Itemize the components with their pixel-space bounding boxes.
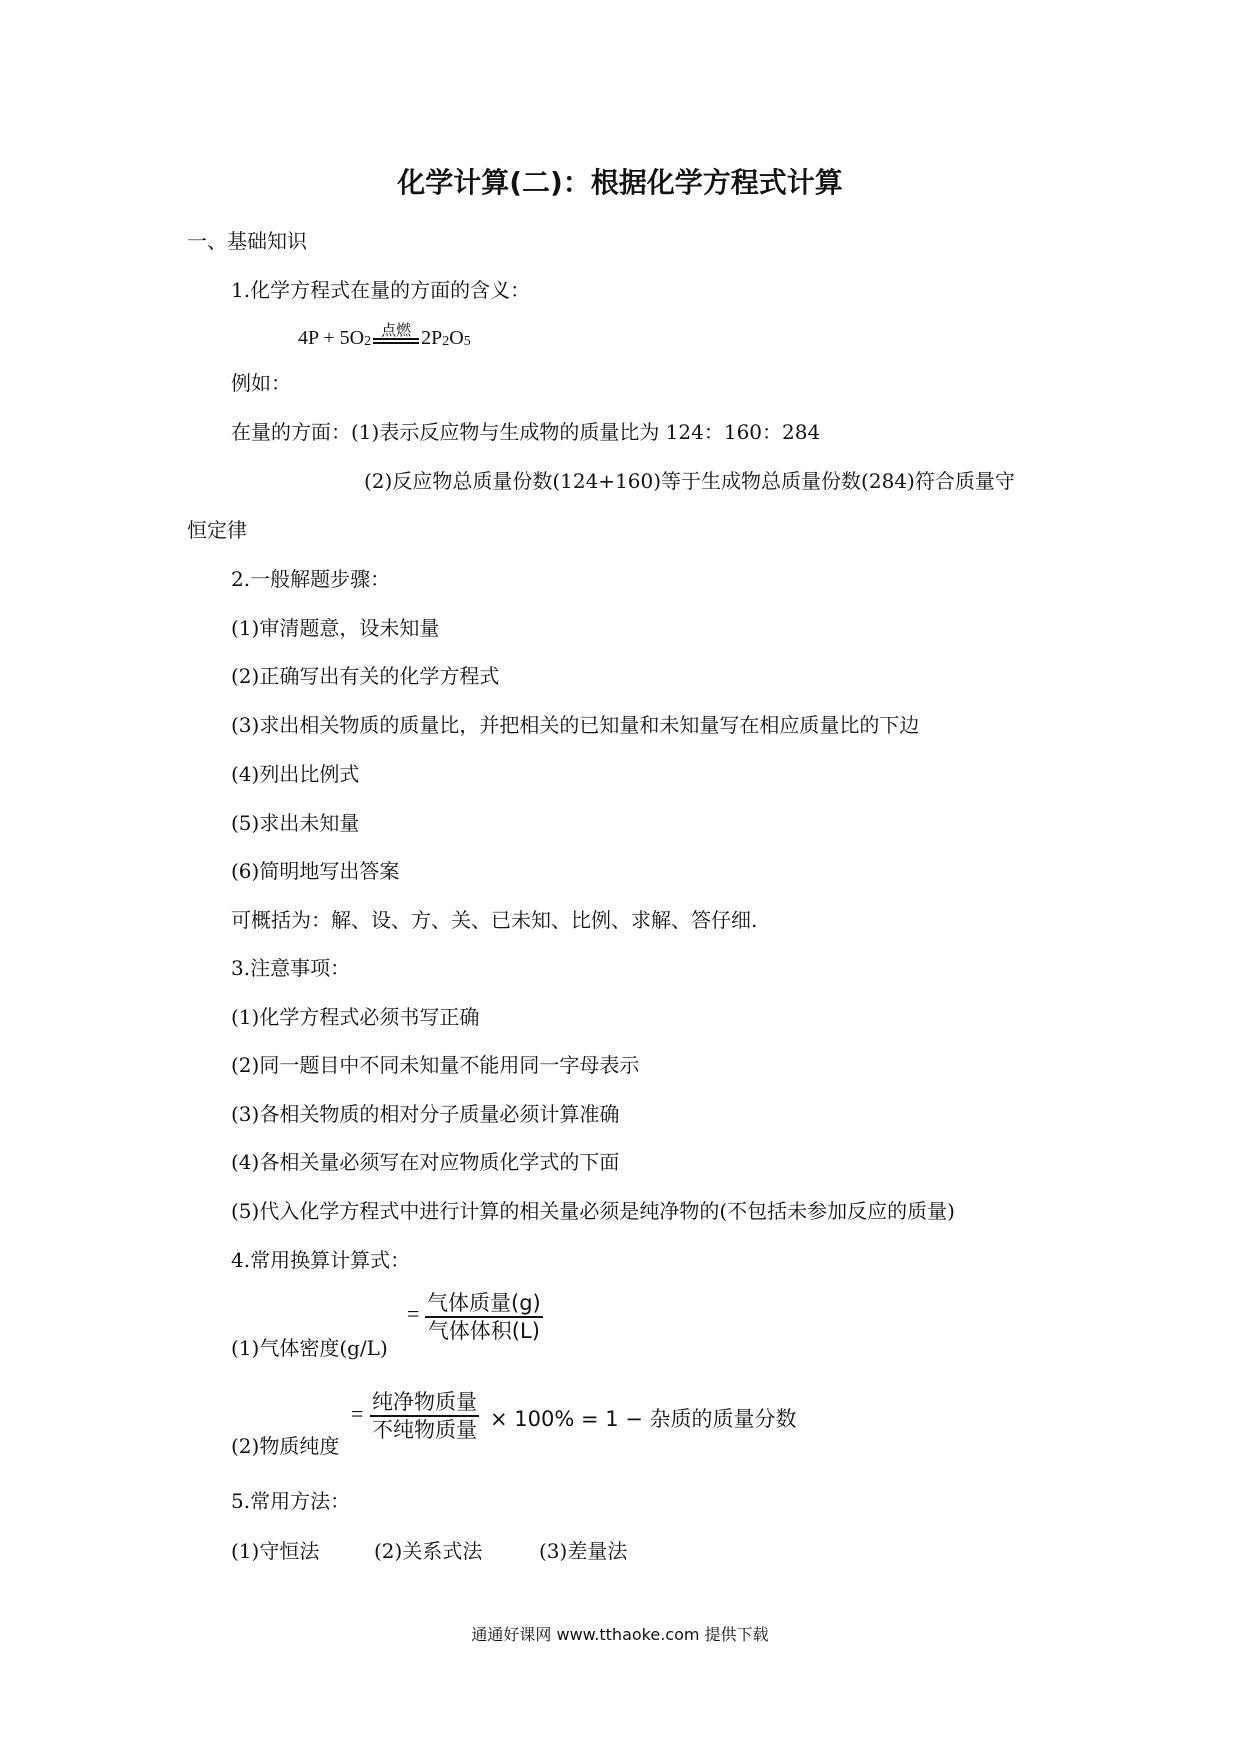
equation-reactants: 4P + 5O [298,327,365,349]
fraction-denominator: 气体体积(L) [427,1319,540,1343]
equation-product: 2P [421,327,443,349]
step-item: (4)列出比例式 [231,762,360,786]
equation-subscript: 5 [463,334,471,349]
equals-sign: = [407,1301,420,1326]
page-title: 化学计算(二)：根据化学方程式计算 [397,166,843,199]
step-item: (1)审清题意，设未知量 [231,616,440,640]
method-item: (2)关系式法 [374,1539,483,1563]
reaction-arrow [373,322,419,350]
chemical-equation [298,322,471,350]
item2-heading: 2.一般解题步骤： [231,567,391,591]
purity-formula-suffix: × 100% = 1 − 杂质的质量分数 [490,1407,797,1431]
equals-sign: = [351,1401,364,1426]
density-fraction [425,1290,543,1344]
note-item: (2)同一题目中不同未知量不能用同一字母表示 [231,1053,640,1077]
step-item: (2)正确写出有关的化学方程式 [231,664,500,688]
section-heading: 一、基础知识 [187,229,307,253]
step-item: (5)求出未知量 [231,811,360,835]
reaction-condition: 点燃 [381,321,412,339]
step-item: (3)求出相关物质的质量比，并把相关的已知量和未知量写在相应质量比的下边 [231,713,920,737]
meaning-line-1: 在量的方面：(1)表示反应物与生成物的质量比为 124：160：284 [231,420,821,444]
purity-fraction [370,1389,479,1443]
method-item: (3)差量法 [539,1539,628,1563]
step-item: (6)简明地写出答案 [231,859,400,883]
note-item: (4)各相关量必须写在对应物质化学式的下面 [231,1150,620,1174]
item5-heading: 5.常用方法： [231,1489,351,1513]
fraction-numerator: 气体质量(g) [427,1291,541,1315]
fraction-denominator: 不纯物质量 [372,1418,477,1442]
steps-summary: 可概括为：解、设、方、关、已未知、比例、求解、答仔细. [231,908,758,932]
equation-product-o: O [449,327,464,349]
formula2-label: (2)物质纯度 [231,1434,340,1458]
formula1-label: (1)气体密度(g/L) [231,1336,388,1360]
note-item: (1)化学方程式必须书写正确 [231,1005,480,1029]
meaning-line-2-cont: 恒定律 [187,518,247,542]
note-item: (3)各相关物质的相对分子质量必须计算准确 [231,1102,620,1126]
meaning-line-2: (2)反应物总质量份数(124+160)等于生成物总质量份数(284)符合质量守 [364,469,1015,493]
method-item: (1)守恒法 [231,1539,320,1563]
footer-credit: 通通好课网 www.tthaoke.com 提供下载 [471,1625,769,1644]
double-bar-icon [373,338,419,344]
equation-subscript: 2 [442,334,450,349]
note-item: (5)代入化学方程式中进行计算的相关量必须是纯净物的(不包括未参加反应的质量) [231,1199,955,1223]
fraction-numerator: 纯净物质量 [372,1390,477,1414]
example-label: 例如： [231,371,291,395]
item4-heading: 4.常用换算计算式： [231,1248,411,1272]
item1-heading: 1.化学方程式在量的方面的含义： [231,278,531,302]
equation-subscript: 2 [364,334,372,349]
item3-heading: 3.注意事项： [231,956,351,980]
